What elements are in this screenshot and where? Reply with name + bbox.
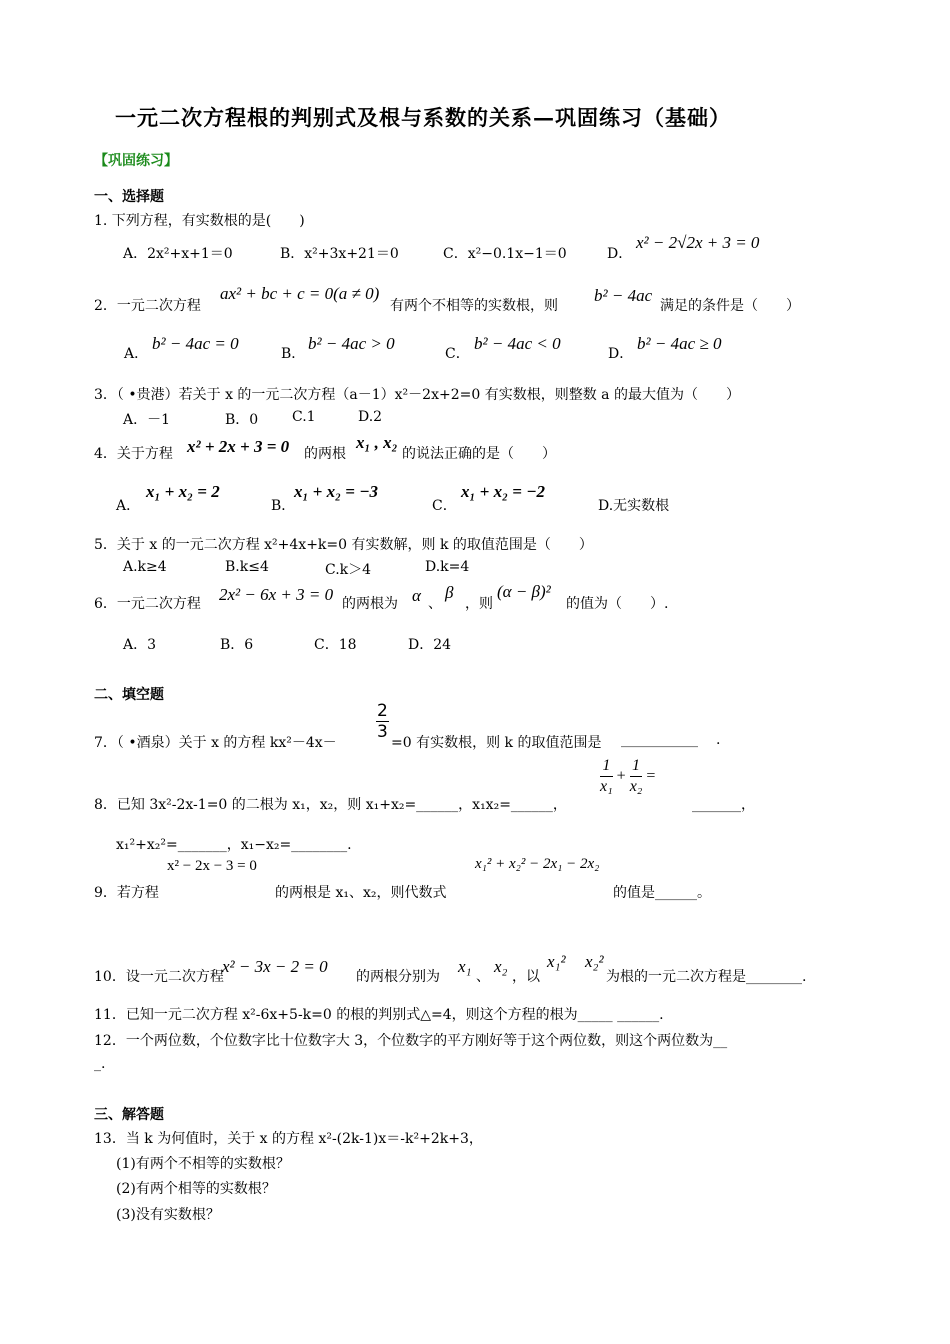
question-2-mid: 有两个不相等的实数根，则 <box>390 298 558 314</box>
question-8-line2: x₁²+x₂²=_______，x₁−x₂=________. <box>116 837 352 853</box>
question-3-option-b: B．0 <box>225 412 259 428</box>
question-2-option-c-label: C． <box>445 346 470 362</box>
question-4-tail: 的说法正确的是（ ） <box>402 446 556 462</box>
question-6-lead: 6．一元二次方程 <box>94 596 201 612</box>
question-6-mid2: ，则 <box>465 596 493 612</box>
question-7-fraction-denominator: 3 <box>377 722 388 742</box>
question-10-equation: x² − 3x − 2 = 0 <box>222 957 328 976</box>
question-13-part-3: (3)没有实数根？ <box>116 1207 220 1223</box>
question-5-option-b: B.k≤4 <box>225 559 269 575</box>
question-13-part-2: (2)有两个相等的实数根？ <box>116 1181 276 1197</box>
question-10-x2: x₂ <box>494 957 508 976</box>
question-2-option-d-label: D． <box>608 346 634 362</box>
question-7-end: . <box>716 732 721 748</box>
section-heading-answer: 三、解答题 <box>94 1107 164 1123</box>
question-9-lead: 9．若方程 <box>94 885 159 901</box>
question-13-part-1: (1)有两个不相等的实数根？ <box>116 1156 290 1172</box>
question-8-fraction-2-numerator: 1 <box>630 756 643 777</box>
question-2-tail: 满足的条件是（ ） <box>660 298 800 314</box>
question-1-option-b: B．x²+3x+21＝0 <box>280 246 399 262</box>
question-4-lead: 4．关于方程 <box>94 446 173 462</box>
question-4-option-c: x₁ + x₂ = −2 <box>461 482 546 501</box>
question-2-equation: ax² + bc + c = 0(a ≠ 0) <box>220 284 380 303</box>
question-5-stem: 5．关于 x 的一元二次方程 x²+4x+k=0 有实数解，则 k 的取值范围是（ ） <box>94 537 593 553</box>
question-1-option-d-math: x² − 2√2x + 3 = 0 <box>636 233 760 252</box>
question-6-expression: (α − β)² <box>497 582 551 601</box>
question-6-option-c: C．18 <box>314 637 357 653</box>
question-7-fraction <box>376 701 389 742</box>
question-8-fraction-sum <box>600 756 655 797</box>
question-10-separator: 、 <box>476 969 490 985</box>
question-2-option-b-label: B． <box>281 346 306 362</box>
question-4-option-b: x₁ + x₂ = −3 <box>294 482 379 501</box>
page-title: 一元二次方程根的判别式及根与系数的关系—巩固练习（基础） <box>115 105 731 130</box>
section-tag: 【巩固练习】 <box>94 153 178 169</box>
question-4-option-b-label: B． <box>271 498 296 514</box>
question-8-fraction-1-numerator: 1 <box>600 756 613 777</box>
question-10-mid: 的两根分别为 <box>356 969 440 985</box>
question-12-line2: _. <box>94 1056 106 1072</box>
question-6-option-d: D．24 <box>408 637 452 653</box>
question-10-x1: x₁ <box>458 957 472 976</box>
question-3-option-d: D.2 <box>358 409 383 425</box>
question-5-option-d: D.k=4 <box>425 559 470 575</box>
question-1-option-c: C．x²−0.1x−1＝0 <box>443 246 567 262</box>
question-12-line1: 12．一个两位数，个位数字比十位数字大 3，个位数字的平方刚好等于这个两位数，则这个两位数为__ <box>94 1033 728 1049</box>
question-10-tail: 为根的一元二次方程是________. <box>606 969 807 985</box>
question-1-option-d-label: D． <box>607 246 633 262</box>
question-4-option-a-label: A． <box>116 498 141 514</box>
question-2-option-b: b² − 4ac > 0 <box>308 334 395 353</box>
question-5-option-c: C.k＞4 <box>325 562 372 578</box>
question-5-option-a: A.k≥4 <box>123 559 167 575</box>
question-7-lead: 7．（ •酒泉）关于 x 的方程 kx²－4x－ <box>94 735 337 751</box>
question-11-stem: 11．已知一元二次方程 x²-6x+5-k=0 的根的判别式△=4，则这个方程的根为_____ ______. <box>94 1007 664 1023</box>
question-4-option-c-label: C． <box>432 498 457 514</box>
question-6-tail: 的值为（ ）. <box>566 596 669 612</box>
question-2-option-a: b² − 4ac = 0 <box>152 334 239 353</box>
question-4-option-a: x₁ + x₂ = 2 <box>146 482 220 501</box>
question-7-blank[interactable]: ___________ <box>621 732 698 748</box>
question-2-option-a-label: A． <box>124 346 149 362</box>
section-heading-choice: 一、选择题 <box>94 189 164 205</box>
question-8-line1: 8．已知 3x²-2x-1=0 的二根为 x₁，x₂，则 x₁+x₂=______，x₁x₂=______， <box>94 797 567 813</box>
question-8-fraction-2 <box>630 756 643 797</box>
question-13-stem: 13．当 k 为何值时，关于 x 的方程 x²-(2k-1)x＝-k²+2k+3， <box>94 1131 483 1147</box>
question-8-fraction-2-denominator: x₂ <box>629 778 643 795</box>
question-6-separator: 、 <box>428 596 442 612</box>
question-10-x2-squared: x₂² <box>585 952 604 971</box>
question-6-option-a: A．3 <box>123 637 157 653</box>
question-4-option-d: D.无实数根 <box>598 498 670 514</box>
question-3-option-c: C.1 <box>292 409 316 425</box>
question-2-option-c: b² − 4ac < 0 <box>474 334 561 353</box>
question-6-equation: 2x² − 6x + 3 = 0 <box>219 585 334 604</box>
question-6-beta: β <box>445 583 454 602</box>
question-9-mid: 的两根是 x₁、x₂，则代数式 <box>275 885 447 901</box>
question-8-fraction-1-denominator: x₁ <box>600 778 613 795</box>
question-2-lead: 2．一元二次方程 <box>94 298 201 314</box>
question-8-plus: + <box>616 767 626 785</box>
question-9-expression: x₁² + x₂² − 2x₁ − 2x₂ <box>475 856 600 872</box>
section-heading-fill: 二、填空题 <box>94 687 164 703</box>
question-7-tail: =0 有实数根，则 k 的取值范围是 <box>391 735 602 751</box>
question-3-stem: 3．（ •贵港）若关于 x 的一元二次方程（a－1）x²－2x+2=0 有实数根，则整数 a 的最大值为（ ） <box>94 387 740 403</box>
question-10-x1-squared: x₁² <box>547 952 566 971</box>
question-6-option-b: B．6 <box>220 637 254 653</box>
question-10-mid2: ，以 <box>512 969 540 985</box>
question-8-fraction-1 <box>600 756 613 797</box>
question-4-mid: 的两根 <box>304 446 346 462</box>
question-9-equation: x² − 2x − 3 = 0 <box>167 858 257 874</box>
question-1-option-a: A．2x²+x+1＝0 <box>123 246 233 262</box>
question-8-blank-3[interactable]: _______， <box>692 797 755 813</box>
question-2-option-d: b² − 4ac ≥ 0 <box>637 334 722 353</box>
question-6-mid: 的两根为 <box>342 596 398 612</box>
question-1-stem: 1. 下列方程，有实数根的是( ) <box>94 213 305 229</box>
question-4-equation: x² + 2x + 3 = 0 <box>187 437 290 456</box>
question-9-tail: 的值是______。 <box>613 885 711 901</box>
question-7-fraction-numerator: 2 <box>377 701 388 721</box>
question-4-roots: x₁ , x₂ <box>356 433 398 452</box>
question-6-alpha: α <box>412 586 421 605</box>
question-8-equals: = <box>646 767 656 785</box>
question-10-lead: 10．设一元二次方程 <box>94 969 224 985</box>
question-2-expression: b² − 4ac <box>594 286 653 305</box>
question-3-option-a: A．－1 <box>123 412 171 428</box>
